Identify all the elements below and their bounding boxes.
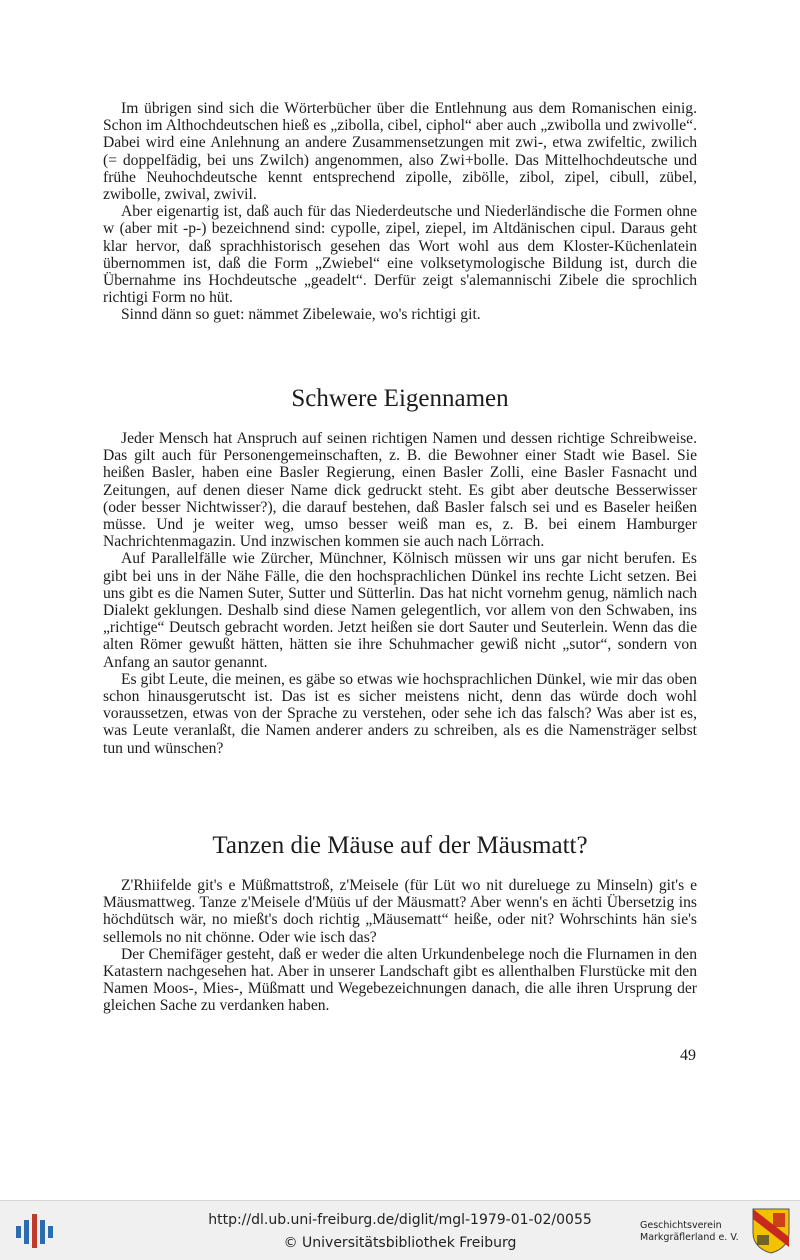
- paragraph: Aber eigenartig ist, daß auch für das Niederdeutsche und Niederländische die Formen ohne w (aber mit -p-) bezeichnend sind: cypolle, zipel, ziepel, im Altdänischen cipul. Daraus geht klar hervor, daß sprachhistorisch gesehen das Wort wohl aus dem Kloster-Küchenlatein übernommen ist, daß die Form „Zwiebel“ eine volksetymologische Bildung ist, durch die Übernahme ins Hochdeutsche „geadelt“. Derfür zeigt s'alemannischi Zibele die sprochlich richtigi Form no hüt.: [103, 203, 697, 307]
- society-crest-icon[interactable]: [751, 1207, 791, 1255]
- permalink-url[interactable]: http://dl.ub.uni-freiburg.de/diglit/mgl-1979-01-02/0055: [208, 1212, 592, 1228]
- section-proper-names: [103, 430, 697, 757]
- section-heading: Tanzen die Mäuse auf der Mäusmatt?: [212, 832, 588, 859]
- page-number: 49: [680, 1047, 696, 1064]
- paragraph: Z'Rhiifelde git's e Müßmattstroß, z'Meisele (für Lüt wo nit dureluege zu Minseln) git's e Mäusmattweg. Tanze z'Meisele d'Müüs uf der Mäusmatt? Aber wenn's en ächti Übersetzig ins höchdütsch wär, no mießt's doch richtig „Mäusematt“ heiße, oder nit? Wohrschints hän sie's sellemols no nit chönne. Oder wie isch das?: [103, 877, 697, 946]
- paragraph: Jeder Mensch hat Anspruch auf seinen richtigen Namen und dessen richtige Schreibweise. Das gilt auch für Personengemeinschaften, z. B. die Bewohner einer Stadt wie Basel. Sie heißen Basler, haben eine Basler Regierung, einen Basler Zolli, eine Basler Fasnacht und Zeitungen, auf denen dieser Name dick gedruckt steht. Es gibt aber deutsche Besserwisser (oder besser Nichtwisser?), die darauf bestehen, daß Basler falsch sei und es Baseler heißen müsse. Und je weiter weg, umso besser weiß man es, z. B. bei einem Hamburger Nachrichtenmagazin. Und inzwischen kommen sie auch nach Lörrach.: [103, 430, 697, 551]
- society-name-line: Markgräflerland e. V.: [640, 1232, 739, 1243]
- section-onion-etymology: [103, 100, 697, 324]
- copyright-notice: © Universitätsbibliothek Freiburg: [283, 1235, 517, 1251]
- society-name-line: Geschichtsverein: [640, 1220, 722, 1231]
- paragraph: Im übrigen sind sich die Wörterbücher über die Entlehnung aus dem Romanischen einig. Schon im Althochdeutschen hieß es „zibolla, cibel, ciphol“ aber auch „zwibolla und zwivolle“. Dabei wird eine Anlehnung an andere Zusammensetzungen mit zwi-, etwa zwifeltic, zwilich (= doppelfädig, bei uns Zwilch) angenommen, also Zwi+bolle. Das Mittelhochdeutsche und frühe Neuhochdeutsche kennt entsprechend zipolle, zibölle, zibol, zipel, cibull, zübel, zwibolle, zwival, zwivil.: [103, 100, 697, 204]
- paragraph: Sinnd dänn so guet: nämmet Zibelewaie, wo's richtigi git.: [121, 306, 481, 324]
- paragraph: Der Chemifäger gesteht, daß er weder die alten Urkundenbelege noch die Flurnamen in den Katastern nachgesehen hat. Aber in unserer Landschaft gibt es allenthalben Flurstücke mit den Namen Moos-, Mies-, Müßmatt und Wegebezeichnungen danach, die alle ihren Ursprung der gleichen Sache zu verdanken haben.: [103, 945, 697, 1015]
- section-heading: Schwere Eigennamen: [291, 385, 509, 412]
- paragraph: Auf Parallelfälle wie Zürcher, Münchner, Kölnisch müssen wir uns gar nicht berufen. Es gibt bei uns in der Nähe Fälle, die den hochsprachlichen Dünkel ins rechte Licht setzen. Bei uns gibt es die Namen Suter, Sutter und Sütterlin. Das hat nicht vornehm genug, nämlich nach Dialekt geklungen. Deshalb sind diese Namen gelegentlich, vor allem von den Schwaben, ins „richtige“ Deutsch gebracht worden. Jetzt heißen sie dort Sauter und Seuterlein. Wenn das die alten Römer gewußt hätten, hätten sie ihre Schuhmacher gewiß nicht „sutor“, sondern von Anfang an sautor genannt.: [103, 550, 697, 671]
- society-name: [640, 1220, 750, 1244]
- paragraph: Es gibt Leute, die meinen, es gäbe so etwas wie hochsprachlichen Dünkel, wie mir das oben schon hinausgerutscht ist. Das ist es sicher meistens nicht, denn das würde doch wohl voraussetzen, etwas von der Sprache zu verstehen, oder sehe ich das falsch? Was aber ist es, was Leute veranlaßt, die Namen anderer anders zu schreiben, als es die Namensträger selbst tun und wünschen?: [103, 670, 697, 757]
- ub-freiburg-logo-icon[interactable]: [14, 1211, 54, 1251]
- footer-bar: [0, 1200, 800, 1260]
- section-mice-meadow: [103, 877, 697, 1015]
